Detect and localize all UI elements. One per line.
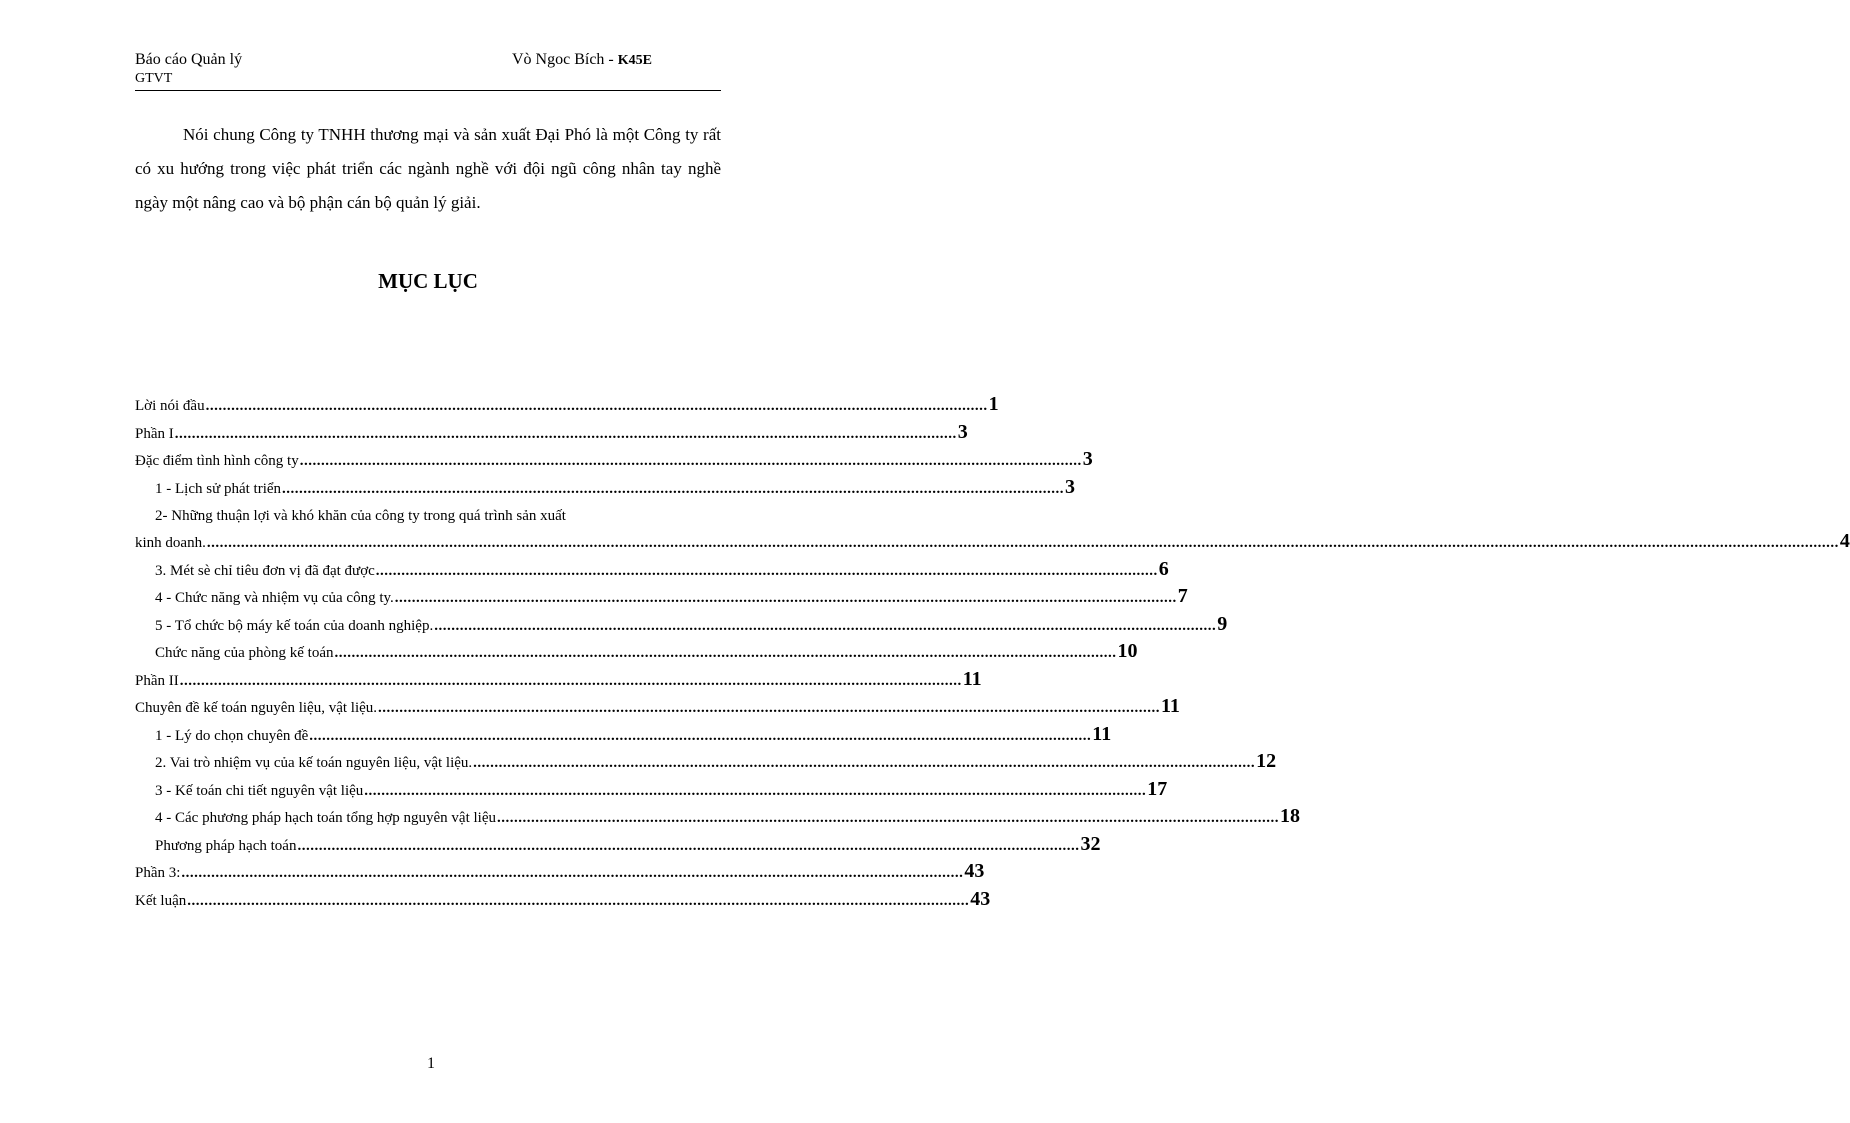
toc-dot-leader [187,893,969,910]
toc-entry [135,722,1112,751]
header-report-subtitle: GTVT [135,71,173,86]
toc-entry-page: 10 [1117,640,1138,662]
toc-entry-label: Phần I [135,425,174,442]
toc-entry-label: kinh doanh. [135,535,206,551]
header-author-class: K45E [617,53,652,68]
toc-entry-label: Chuyên đề kế toán nguyên liệu, vật liệu. [135,700,378,716]
toc-entry-page: 11 [1092,722,1112,745]
toc-title: MỤC LỤC [378,269,478,293]
toc-entry-page: 32 [1080,832,1101,855]
toc-entry [135,475,1076,504]
header-author [512,50,652,71]
toc-entry-page: 3 [957,420,968,443]
toc-entry-label: Đặc điểm tình hình công ty [135,453,299,469]
toc-entry-page: 6 [1158,557,1169,580]
toc-entry-label-line1: 2- Những thuận lợi và khó khăn của công ty trong quá trình sản xuất [155,508,566,524]
toc-dot-leader [434,618,1216,635]
toc-entry [135,557,1169,586]
toc-entry-page: 4 [1839,530,1850,552]
toc-dot-leader [376,563,1158,580]
toc-entry [135,612,1228,641]
toc-dot-leader [309,728,1091,745]
toc-dot-leader [497,810,1279,827]
toc-dot-leader [181,865,963,882]
toc-entry [135,695,1180,723]
page-header [135,50,721,91]
toc-entry-page: 3 [1065,475,1076,498]
toc-entry [135,503,1850,558]
toc-entry-label: Chức năng của phòng kế toán [155,645,334,661]
toc-dot-leader [282,481,1064,498]
toc-dot-leader [300,453,1082,470]
toc-dot-leader [335,645,1117,662]
intro-text: Nói chung Công ty TNHH thương mại và sản xuất Đại Phó là một Công ty rất có xu hướng trong việc phát triển các ngành nghề với đội ngũ công nhân tay nghề ngày một nâng cao và bộ phận cán bộ quản lý giải. [135,125,721,212]
toc-entry [135,393,999,421]
intro-paragraph [135,118,721,220]
toc-entry-label: Kết luận [135,892,187,909]
toc-entry-line2 [135,530,1850,558]
header-author-name: Vò Ngoc Bích - [512,51,618,68]
toc-entry [135,860,985,888]
toc-dot-leader [175,426,957,443]
toc-entry-page: 11 [962,667,982,690]
toc-entry-page: 9 [1217,612,1228,635]
toc-entry-label: 4 - Chức năng và nhiệm vụ của công ty. [155,590,394,606]
toc-entry-page: 3 [1082,448,1093,470]
toc-entry-label: Lời nói đầu [135,398,205,414]
toc-entry-label: Phương pháp hạch toán [155,837,297,854]
toc-entry-label: 2. Vai trò nhiệm vụ của kế toán nguyên liệu, vật liệu. [155,755,473,771]
toc-dot-leader: ........................................................................................................................................................................................................ ..... [207,535,1839,552]
toc-entry-label: Phần II [135,672,179,689]
toc-entry-label: 4 - Các phương pháp hạch toán tổng hợp nguyên vật liệu [155,810,497,826]
toc-entry-label: 3 - Kế toán chi tiết nguyên vật liệu [155,782,364,799]
toc-dot-leader [364,783,1146,800]
toc-entry-page: 18 [1280,805,1301,827]
toc-entry-label: 1 - Lý do chọn chuyên đề [155,727,309,744]
toc-entry [135,667,982,696]
toc-dot-leader [206,398,988,415]
toc-entry-page: 17 [1147,777,1168,800]
toc-entry [135,832,1101,861]
toc-entry-label: 1 - Lịch sử phát triển [155,480,282,497]
toc-entry [135,777,1168,806]
toc-entry [135,585,1188,613]
toc-entry [135,420,968,449]
toc-entry-page: 1 [988,393,999,415]
toc-dot-leader [180,673,962,690]
toc-entry [135,640,1138,668]
toc-dot-leader [395,590,1177,607]
toc-entry-page: 12 [1256,750,1277,772]
toc-entry-page: 43 [970,887,991,910]
toc-entry [135,750,1277,778]
table-of-contents [135,393,1850,915]
header-report-title: Báo cáo Quản lý [135,51,243,68]
toc-dot-leader [378,700,1160,717]
toc-entry-label: 5 - Tổ chức bộ máy kế toán của doanh nghiệp. [155,617,434,634]
toc-dot-leader [473,755,1255,772]
page-number: 1 [427,1055,435,1072]
toc-entry [135,448,1093,476]
toc-entry-page: 11 [1161,695,1180,717]
toc-dot-leader [297,838,1079,855]
toc-entry-page: 7 [1177,585,1188,607]
toc-entry [135,805,1301,833]
toc-entry-label: Phần 3: [135,865,181,881]
toc-entry-page: 43 [964,860,985,882]
toc-entry [135,887,991,916]
toc-entry-label: 3. Mét sè chỉ tiêu đơn vị đã đạt được [155,562,375,579]
